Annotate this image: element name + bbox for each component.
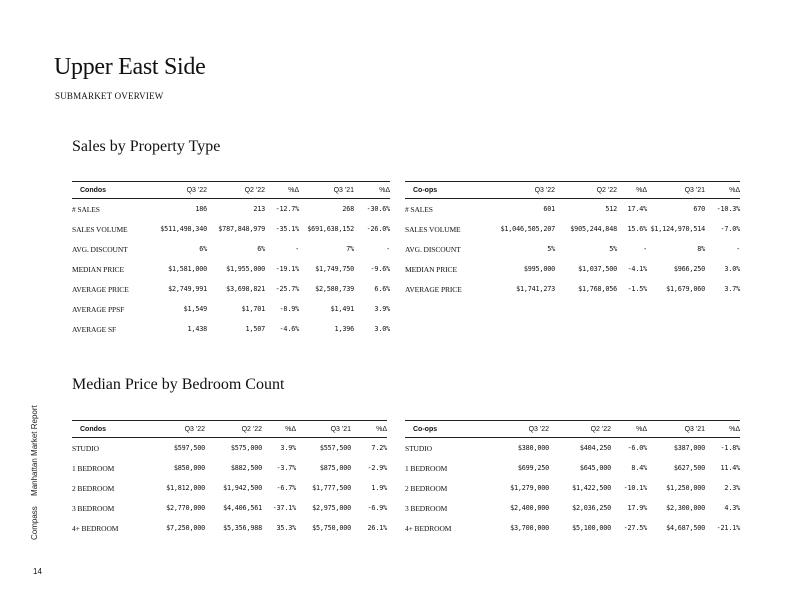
table-header-row — [405, 421, 740, 438]
table-row — [72, 299, 390, 319]
table-type-header: Condos — [72, 182, 148, 199]
table-cell: $4,406,561 — [223, 504, 262, 512]
table-cell: -7.0% — [720, 225, 740, 233]
table-cell: $575,000 — [230, 444, 262, 452]
table-cell: $1,777,500 — [312, 484, 351, 492]
table-cell: -21.1% — [716, 524, 740, 532]
column-header: Q3 '21 — [647, 421, 705, 438]
table-cell: $699,250 — [517, 464, 549, 472]
table-cell: $2,400,000 — [510, 504, 549, 512]
row-label: STUDIO — [72, 443, 99, 453]
row-label: 2 BEDROOM — [72, 483, 115, 493]
table-cell: 1,507 — [245, 325, 265, 333]
table-cell: -1.8% — [720, 444, 740, 452]
table-cell: -37.1% — [272, 504, 296, 512]
table-row — [405, 239, 740, 259]
column-header: %Δ — [611, 421, 647, 438]
table-row — [405, 518, 740, 538]
table-cell: $1,768,056 — [578, 285, 617, 293]
condos-sales-table — [72, 181, 390, 339]
table-cell: 26.1% — [367, 524, 387, 532]
table-cell: $404,250 — [579, 444, 611, 452]
table-header-row — [405, 182, 740, 199]
table-cell: $1,124,970,514 — [650, 225, 705, 233]
table-cell: -12.7% — [275, 205, 299, 213]
column-header: Q2 '22 — [555, 182, 617, 199]
table-row — [72, 438, 387, 459]
table-cell: $4,687,500 — [666, 524, 705, 532]
table-cell: $2,975,000 — [312, 504, 351, 512]
table-cell: -1.5% — [627, 285, 647, 293]
row-label: MEDIAN PRICE — [405, 264, 457, 274]
table-cell: $645,000 — [579, 464, 611, 472]
table-row — [72, 518, 387, 538]
table-cell: 512 — [605, 205, 617, 213]
column-header: Q3 '22 — [148, 421, 205, 438]
table-cell: 17.4% — [627, 205, 647, 213]
column-header: Q3 '21 — [647, 182, 705, 199]
condos-bedroom-table — [72, 420, 387, 538]
table-cell: $2,749,991 — [168, 285, 207, 293]
column-header: Q2 '22 — [207, 182, 265, 199]
table-cell: 268 — [342, 205, 354, 213]
table-cell: -19.1% — [275, 265, 299, 273]
table-cell: -6.9% — [367, 504, 387, 512]
table-cell: 6% — [199, 245, 207, 253]
table-cell: $1,741,273 — [516, 285, 555, 293]
table-cell: $850,000 — [173, 464, 205, 472]
table-cell: 1.9% — [371, 484, 387, 492]
column-header: %Δ — [265, 182, 299, 199]
table-cell: $2,036,250 — [572, 504, 611, 512]
table-cell: 7% — [346, 245, 354, 253]
table-row — [405, 259, 740, 279]
table-cell: $7,250,000 — [166, 524, 205, 532]
table-cell: $787,848,979 — [218, 225, 265, 233]
table-cell: 5% — [547, 245, 555, 253]
row-label: 3 BEDROOM — [72, 503, 115, 513]
table-cell: 2.3% — [724, 484, 740, 492]
table-cell: $1,250,000 — [666, 484, 705, 492]
table-row — [72, 239, 390, 259]
coops-bedroom-table — [405, 420, 740, 538]
table-cell: - — [736, 245, 740, 253]
table-cell: 1,396 — [334, 325, 354, 333]
column-header: Q3 '22 — [477, 182, 555, 199]
coops-sales-table — [405, 181, 740, 299]
table-header-row — [72, 421, 387, 438]
side-label-report: Manhattan Market Report — [30, 405, 39, 496]
column-header: Q2 '22 — [549, 421, 611, 438]
page-subtitle: SUBMARKET OVERVIEW — [55, 91, 164, 101]
column-header: %Δ — [354, 182, 390, 199]
table-cell: $905,244,848 — [570, 225, 617, 233]
table-cell: $882,500 — [230, 464, 262, 472]
table-cell: $1,279,000 — [510, 484, 549, 492]
table-cell: -26.0% — [366, 225, 390, 233]
table-cell: -4.1% — [627, 265, 647, 273]
table-cell: -35.1% — [275, 225, 299, 233]
table-cell: $1,581,000 — [168, 265, 207, 273]
table-cell: 15.6% — [627, 225, 647, 233]
column-header: Q3 '22 — [487, 421, 549, 438]
column-header: Q3 '21 — [299, 182, 354, 199]
table-row — [405, 438, 740, 459]
table-cell: $5,750,000 — [312, 524, 351, 532]
table-cell: 6% — [257, 245, 265, 253]
table-cell: 4.3% — [724, 504, 740, 512]
table-cell: $1,749,750 — [315, 265, 354, 273]
table-cell: - — [386, 245, 390, 253]
table-cell: -25.7% — [275, 285, 299, 293]
table-cell: -4.6% — [279, 325, 299, 333]
table-cell: 213 — [253, 205, 265, 213]
table-cell: $5,100,000 — [572, 524, 611, 532]
row-label: 2 BEDROOM — [405, 483, 448, 493]
table-row — [72, 478, 387, 498]
table-cell: $5,356,988 — [223, 524, 262, 532]
row-label: 4+ BEDROOM — [72, 523, 119, 533]
column-header: Q3 '21 — [296, 421, 351, 438]
table-cell: -6.0% — [627, 444, 647, 452]
table-row — [72, 199, 390, 220]
table-cell: $387,000 — [673, 444, 705, 452]
table-row — [72, 219, 390, 239]
table-cell: 3.7% — [724, 285, 740, 293]
table-cell: $1,422,500 — [572, 484, 611, 492]
table-cell: - — [643, 245, 647, 253]
page-number: 14 — [33, 567, 42, 576]
page-title: Upper East Side — [54, 54, 206, 80]
table-cell: - — [295, 245, 299, 253]
table-cell: 11.4% — [720, 464, 740, 472]
row-label: AVG. DISCOUNT — [72, 244, 128, 254]
table-cell: 186 — [195, 205, 207, 213]
table-cell: $1,549 — [183, 305, 207, 313]
table-cell: $995,000 — [523, 265, 555, 273]
table-cell: -3.7% — [276, 464, 296, 472]
table-cell: $2,300,000 — [666, 504, 705, 512]
row-label: MEDIAN PRICE — [72, 264, 124, 274]
table-cell: -10.1% — [623, 484, 647, 492]
table-row — [72, 319, 390, 339]
table-cell: 7.2% — [371, 444, 387, 452]
sales-section-title: Sales by Property Type — [72, 138, 221, 155]
table-cell: 670 — [693, 205, 705, 213]
table-row — [405, 498, 740, 518]
table-cell: $1,701 — [241, 305, 265, 313]
table-row — [72, 279, 390, 299]
side-label — [30, 397, 39, 540]
table-cell: -9.6% — [370, 265, 390, 273]
table-cell: $3,698,821 — [226, 285, 265, 293]
table-row — [72, 259, 390, 279]
table-cell: 6.6% — [374, 285, 390, 293]
column-header: %Δ — [351, 421, 387, 438]
column-header: Q2 '22 — [205, 421, 262, 438]
table-cell: $1,046,505,207 — [500, 225, 555, 233]
table-cell: 8.4% — [631, 464, 647, 472]
table-cell: -10.3% — [716, 205, 740, 213]
table-cell: 3.9% — [280, 444, 296, 452]
table-cell: $511,498,340 — [160, 225, 207, 233]
table-cell: 3.9% — [374, 305, 390, 313]
table-cell: 1,438 — [187, 325, 207, 333]
table-row — [405, 219, 740, 239]
row-label: # SALES — [405, 204, 433, 214]
table-cell: -8.9% — [279, 305, 299, 313]
table-cell: $597,500 — [173, 444, 205, 452]
table-cell: 5% — [609, 245, 617, 253]
row-label: 4+ BEDROOM — [405, 523, 452, 533]
table-cell: $1,812,000 — [166, 484, 205, 492]
row-label: 1 BEDROOM — [72, 463, 115, 473]
table-row — [405, 478, 740, 498]
table-cell: $1,679,060 — [666, 285, 705, 293]
table-cell: $380,000 — [517, 444, 549, 452]
table-cell: 17.9% — [627, 504, 647, 512]
table-type-header: Co-ops — [405, 182, 477, 199]
column-header: Q3 '22 — [148, 182, 207, 199]
table-type-header: Co-ops — [405, 421, 487, 438]
row-label: SALES VOLUME — [405, 224, 461, 234]
table-cell: $1,491 — [330, 305, 354, 313]
row-label: AVERAGE PPSF — [72, 304, 125, 314]
table-cell: $2,580,739 — [315, 285, 354, 293]
side-label-brand: Compass — [30, 506, 39, 540]
table-row — [72, 458, 387, 478]
table-type-header: Condos — [72, 421, 148, 438]
table-row — [405, 279, 740, 299]
table-cell: 35.3% — [276, 524, 296, 532]
row-label: # SALES — [72, 204, 100, 214]
table-cell: $966,250 — [673, 265, 705, 273]
column-header: %Δ — [262, 421, 296, 438]
table-row — [405, 458, 740, 478]
row-label: AVERAGE PRICE — [72, 284, 129, 294]
table-cell: $1,037,500 — [578, 265, 617, 273]
table-cell: $627,500 — [673, 464, 705, 472]
row-label: SALES VOLUME — [72, 224, 128, 234]
table-header-row — [72, 182, 390, 199]
table-cell: -27.5% — [623, 524, 647, 532]
table-cell: $691,638,152 — [307, 225, 354, 233]
row-label: 1 BEDROOM — [405, 463, 448, 473]
row-label: AVG. DISCOUNT — [405, 244, 461, 254]
row-label: STUDIO — [405, 443, 432, 453]
column-header: %Δ — [617, 182, 647, 199]
table-cell: -6.7% — [276, 484, 296, 492]
table-row — [72, 498, 387, 518]
table-cell: 601 — [543, 205, 555, 213]
column-header: %Δ — [705, 421, 740, 438]
table-cell: $1,942,500 — [223, 484, 262, 492]
table-cell: $557,500 — [319, 444, 351, 452]
bedroom-section-title: Median Price by Bedroom Count — [72, 376, 285, 393]
table-row — [405, 199, 740, 220]
table-cell: $2,770,000 — [166, 504, 205, 512]
row-label: AVERAGE PRICE — [405, 284, 462, 294]
table-cell: $3,700,000 — [510, 524, 549, 532]
row-label: 3 BEDROOM — [405, 503, 448, 513]
column-header: %Δ — [705, 182, 740, 199]
table-cell: 3.0% — [374, 325, 390, 333]
table-cell: 8% — [697, 245, 705, 253]
table-cell: $1,955,000 — [226, 265, 265, 273]
table-cell: $875,000 — [319, 464, 351, 472]
row-label: AVERAGE SF — [72, 324, 117, 334]
table-cell: 3.0% — [724, 265, 740, 273]
table-cell: -30.6% — [366, 205, 390, 213]
table-cell: -2.9% — [367, 464, 387, 472]
